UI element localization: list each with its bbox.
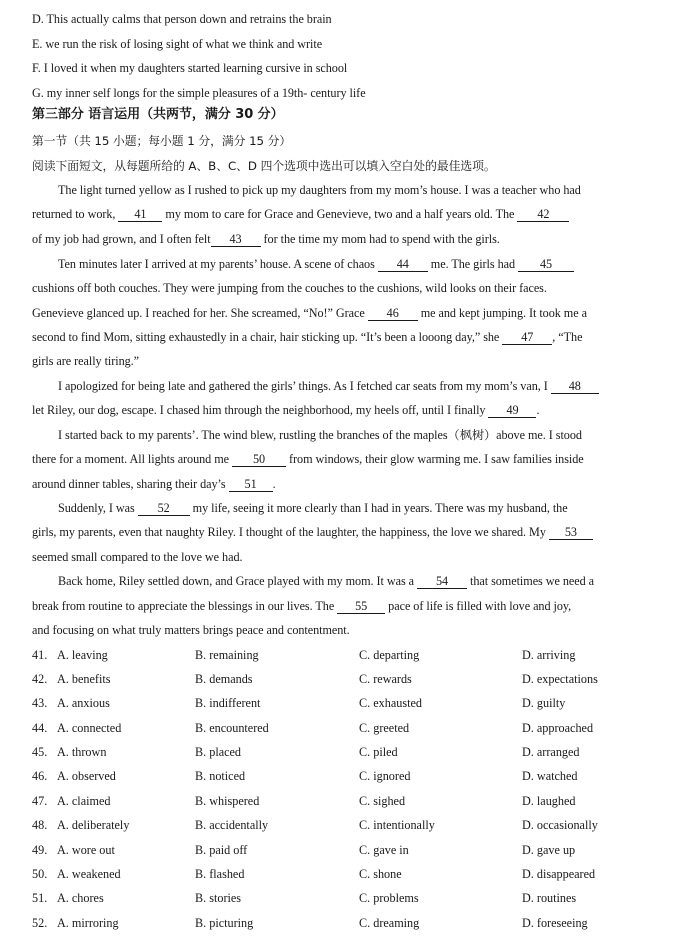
option-b: B. indifferent bbox=[195, 696, 261, 710]
option-c: C. sighed bbox=[359, 794, 406, 808]
passage-line: seemed small compared to the love we had. bbox=[32, 550, 243, 564]
question-number: 44. bbox=[32, 721, 48, 735]
blank-47: 47 bbox=[502, 331, 552, 345]
question-row bbox=[32, 671, 672, 687]
question-number: 48. bbox=[32, 818, 48, 832]
option-c: C. piled bbox=[359, 745, 398, 759]
option-d: D. occasionally bbox=[522, 818, 598, 832]
option-c: C. exhausted bbox=[359, 696, 422, 710]
question-number: 45. bbox=[32, 745, 48, 759]
instructions: 阅读下面短文，从每题所给的 A、B、C、D 四个选项中选出可以填入空白处的最佳选项。 bbox=[32, 159, 496, 173]
option-a: A. chores bbox=[57, 891, 104, 905]
option-b: B. whispered bbox=[195, 794, 260, 808]
question-row bbox=[32, 915, 672, 931]
blank-53: 53 bbox=[549, 526, 593, 540]
passage-line: The light turned yellow as I rushed to pick up my daughters from my mom’s house. I was a teacher who had bbox=[58, 183, 581, 197]
option-d: D. disappeared bbox=[522, 867, 596, 881]
question-row bbox=[32, 720, 672, 736]
question-number: 43. bbox=[32, 696, 48, 710]
blank-41: 41 bbox=[118, 208, 162, 222]
passage-line: Genevieve glanced up. I reached for her. She screamed, “No!” Grace 46 me and kept jumping. It took me a bbox=[32, 306, 587, 320]
option-b: B. accidentally bbox=[195, 818, 269, 832]
option-b: B. picturing bbox=[195, 916, 254, 930]
option-d: D. routines bbox=[522, 891, 577, 905]
option-b: B. stories bbox=[195, 891, 242, 905]
option-a: A. anxious bbox=[57, 696, 110, 710]
passage-line: break from routine to appreciate the blessings in our lives. The 55 pace of life is filled with love and joy, bbox=[32, 599, 572, 613]
blank-55: 55 bbox=[337, 600, 385, 614]
passage-line: let Riley, our dog, escape. I chased him through the neighborhood, my heels off, until I finally 49 . bbox=[32, 403, 540, 417]
question-row bbox=[32, 817, 672, 833]
blank-51: 51 bbox=[229, 478, 273, 492]
question-row bbox=[32, 793, 672, 809]
option-a: A. wore out bbox=[57, 843, 115, 857]
blank-46: 46 bbox=[368, 307, 418, 321]
option-a: A. connected bbox=[57, 721, 122, 735]
option-b: B. noticed bbox=[195, 769, 246, 783]
option-c: C. dreaming bbox=[359, 916, 420, 930]
question-number: 41. bbox=[32, 648, 48, 662]
passage-line: around dinner tables, sharing their day’s 51 . bbox=[32, 477, 276, 491]
option-a: A. deliberately bbox=[57, 818, 130, 832]
question-number: 49. bbox=[32, 843, 48, 857]
option-d: D. gave up bbox=[522, 843, 576, 857]
question-number: 42. bbox=[32, 672, 48, 686]
option-c: C. intentionally bbox=[359, 818, 435, 832]
option-d: D. laughed bbox=[522, 794, 576, 808]
blank-48: 48 bbox=[551, 380, 599, 394]
blank-45: 45 bbox=[518, 258, 574, 272]
passage-line: there for a moment. All lights around me 50 from windows, their glow warming me. I saw families inside bbox=[32, 452, 584, 466]
option-a: A. benefits bbox=[57, 672, 111, 686]
option-c: C. departing bbox=[359, 648, 420, 662]
option-b: B. encountered bbox=[195, 721, 269, 735]
option-c: C. shone bbox=[359, 867, 402, 881]
option-c: C. greeted bbox=[359, 721, 410, 735]
question-row bbox=[32, 647, 672, 663]
option-a: A. observed bbox=[57, 769, 116, 783]
question-row bbox=[32, 695, 672, 711]
passage-line: and focusing on what truly matters brings peace and contentment. bbox=[32, 623, 350, 637]
option-d: D. watched bbox=[522, 769, 578, 783]
question-row bbox=[32, 842, 672, 858]
passage-line: I apologized for being late and gathered the girls’ things. As I fetched car seats from my mom’s van, I 48 bbox=[58, 378, 672, 394]
option-c: C. gave in bbox=[359, 843, 409, 857]
passage-line: of my job had grown, and I often felt 43 for the time my mom had to spend with the girls. bbox=[32, 232, 500, 246]
question-row bbox=[32, 866, 672, 882]
question-number: 52. bbox=[32, 916, 48, 930]
blank-52: 52 bbox=[138, 502, 190, 516]
option-a: A. leaving bbox=[57, 648, 108, 662]
sentence-option-d: D. This actually calms that person down and retrains the brain bbox=[32, 12, 332, 26]
sentence-option-g: G. my inner self longs for the simple pleasures of a 19th- century life bbox=[32, 86, 366, 100]
option-a: A. claimed bbox=[57, 794, 111, 808]
passage-line: Suddenly, I was 52 my life, seeing it more clearly than I had in years. There was my husband, the bbox=[58, 501, 568, 515]
passage-line: returned to work, 41 my mom to care for Grace and Genevieve, two and a half years old. The 42 bbox=[32, 206, 672, 222]
question-number: 47. bbox=[32, 794, 48, 808]
sentence-option-f: F. I loved it when my daughters started learning cursive in school bbox=[32, 61, 348, 75]
blank-44: 44 bbox=[378, 258, 428, 272]
blank-49: 49 bbox=[488, 404, 536, 418]
option-c: C. ignored bbox=[359, 769, 411, 783]
option-d: D. approached bbox=[522, 721, 594, 735]
sentence-option-e: E. we run the risk of losing sight of what we think and write bbox=[32, 37, 323, 51]
passage-line: second to find Mom, sitting exhaustedly in a chair, hair sticking up. “It’s been a looong day,” she 47 , “The bbox=[32, 330, 583, 344]
section-heading: 第一节（共 15 小题；每小题 1 分，满分 15 分） bbox=[32, 134, 292, 148]
part-heading: 第三部分 语言运用（共两节，满分 30 分） bbox=[32, 107, 284, 122]
option-d: D. arriving bbox=[522, 648, 576, 662]
passage-line: Ten minutes later I arrived at my parents’ house. A scene of chaos 44 me. The girls had 45 bbox=[58, 256, 672, 272]
option-d: D. guilty bbox=[522, 696, 566, 710]
question-row bbox=[32, 768, 672, 784]
option-d: D. arranged bbox=[522, 745, 580, 759]
option-a: A. thrown bbox=[57, 745, 107, 759]
option-b: B. placed bbox=[195, 745, 242, 759]
option-c: C. problems bbox=[359, 891, 419, 905]
question-number: 50. bbox=[32, 867, 48, 881]
question-row bbox=[32, 890, 672, 906]
question-number: 51. bbox=[32, 891, 48, 905]
blank-42: 42 bbox=[517, 208, 569, 222]
option-b: B. paid off bbox=[195, 843, 248, 857]
option-c: C. rewards bbox=[359, 672, 412, 686]
option-d: D. expectations bbox=[522, 672, 598, 686]
passage-line: cushions off both couches. They were jumping from the couches to the cushions, wild looks on their faces. bbox=[32, 281, 547, 295]
passage-line: Back home, Riley settled down, and Grace played with my mom. It was a 54 that sometimes we need a bbox=[58, 574, 595, 588]
blank-54: 54 bbox=[417, 575, 467, 589]
passage-line: I started back to my parents’. The wind blew, rustling the branches of the maples（枫树）above me. I stood bbox=[58, 428, 582, 442]
option-b: B. demands bbox=[195, 672, 253, 686]
option-b: B. flashed bbox=[195, 867, 245, 881]
passage-line: girls are really tiring.” bbox=[32, 354, 140, 368]
blank-43: 43 bbox=[211, 233, 261, 247]
option-b: B. remaining bbox=[195, 648, 259, 662]
passage-line: girls, my parents, even that naughty Riley. I thought of the laughter, the happiness, the love we shared. My 53 bbox=[32, 524, 672, 540]
option-d: D. foreseeing bbox=[522, 916, 588, 930]
option-a: A. mirroring bbox=[57, 916, 119, 930]
question-number: 46. bbox=[32, 769, 48, 783]
option-a: A. weakened bbox=[57, 867, 121, 881]
blank-50: 50 bbox=[232, 453, 286, 467]
question-row bbox=[32, 744, 672, 760]
